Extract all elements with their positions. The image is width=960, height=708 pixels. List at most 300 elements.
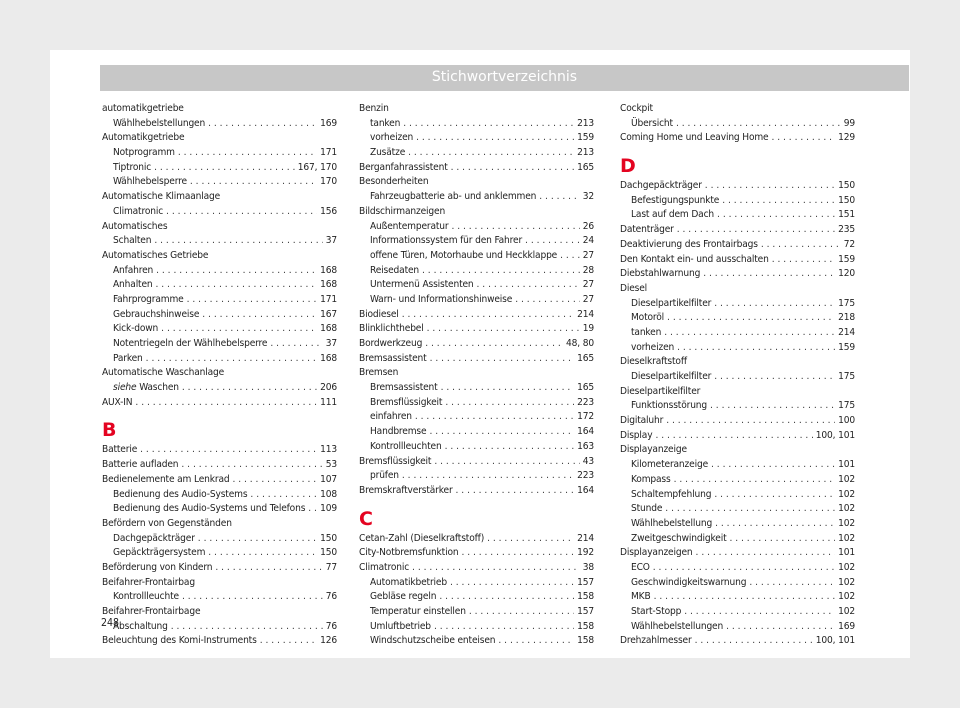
index-term-text: Dieselpartikelfilter bbox=[620, 385, 701, 397]
page-reference: 167 bbox=[320, 308, 337, 320]
index-subentry bbox=[620, 297, 855, 312]
index-term bbox=[359, 546, 458, 561]
leader-dots bbox=[710, 399, 835, 414]
index-entry bbox=[620, 253, 855, 268]
index-term-text: Wählhebelstellungen bbox=[631, 620, 724, 632]
index-term-text: tanken bbox=[631, 326, 662, 338]
leader-dots bbox=[711, 458, 835, 473]
index-entry bbox=[359, 352, 594, 367]
index-term bbox=[370, 293, 512, 308]
index-term bbox=[631, 590, 651, 605]
index-term bbox=[631, 473, 671, 488]
page-reference: 107 bbox=[320, 473, 337, 485]
index-term bbox=[370, 440, 442, 455]
index-subentry bbox=[359, 234, 594, 249]
index-term-text: vorheizen bbox=[370, 132, 414, 144]
leader-dots bbox=[154, 161, 295, 176]
page-reference: 76 bbox=[325, 591, 337, 603]
page-reference: 37 bbox=[325, 338, 337, 349]
index-term-text: Kompass bbox=[631, 473, 671, 485]
index-term-text: Informationssystem für den Fahrer bbox=[370, 235, 523, 247]
index-term-text: Dieselpartikelfilter bbox=[631, 297, 712, 309]
page-reference: 43 bbox=[582, 455, 594, 467]
page-reference: 27 bbox=[582, 249, 594, 261]
page-reference: 102 bbox=[838, 473, 855, 485]
page-reference: 120 bbox=[838, 268, 855, 280]
index-entry bbox=[620, 223, 855, 238]
index-term bbox=[102, 561, 212, 576]
leader-dots bbox=[696, 546, 836, 561]
index-heading bbox=[359, 205, 594, 220]
index-term-text: Wählhebelstellung bbox=[631, 517, 713, 529]
index-subentry bbox=[102, 322, 337, 337]
page-reference: 102 bbox=[838, 503, 855, 515]
index-term-text: Reisedaten bbox=[370, 264, 420, 276]
leader-dots bbox=[695, 634, 813, 649]
index-term-text: Bedienelemente am Lenkrad bbox=[102, 473, 230, 485]
leader-dots bbox=[208, 546, 317, 561]
leader-dots bbox=[140, 443, 317, 458]
page-reference: 168 bbox=[320, 264, 337, 276]
index-term-text: Automatische Klimaanlage bbox=[102, 191, 221, 203]
index-term bbox=[620, 102, 653, 117]
index-term bbox=[113, 502, 305, 517]
index-term bbox=[370, 117, 400, 132]
leader-dots bbox=[666, 414, 835, 429]
index-term bbox=[113, 146, 175, 161]
index-subentry bbox=[620, 502, 855, 517]
leader-dots bbox=[539, 190, 579, 205]
leader-dots bbox=[270, 337, 322, 352]
index-term bbox=[620, 282, 647, 297]
index-term-text: Bremsflüssigkeit bbox=[359, 455, 432, 467]
index-term-text: Schalten bbox=[113, 235, 152, 247]
page-reference: 158 bbox=[577, 591, 594, 603]
index-entry bbox=[359, 532, 594, 547]
leader-dots bbox=[190, 175, 317, 190]
index-term-text: Außentemperatur bbox=[370, 220, 449, 232]
index-subentry bbox=[620, 517, 855, 532]
page-reference: 235 bbox=[838, 224, 855, 236]
index-column-2 bbox=[359, 102, 594, 649]
index-page bbox=[50, 50, 910, 658]
page-reference: 100, 101 bbox=[815, 429, 855, 441]
page-reference: 101 bbox=[838, 547, 855, 559]
index-term bbox=[102, 190, 220, 205]
page-reference: 214 bbox=[577, 308, 594, 320]
index-term-text: ECO bbox=[631, 561, 650, 573]
page-reference: 192 bbox=[577, 547, 594, 559]
page-reference: 53 bbox=[325, 459, 337, 471]
leader-dots bbox=[749, 576, 835, 591]
index-term bbox=[113, 532, 195, 547]
leader-dots bbox=[677, 341, 835, 356]
index-term bbox=[620, 179, 702, 194]
index-term-text: Temperatur einstellen bbox=[370, 606, 466, 617]
index-heading bbox=[102, 249, 337, 264]
index-term-text: Dieselpartikelfilter bbox=[631, 371, 712, 382]
leader-dots bbox=[403, 117, 574, 132]
index-subentry bbox=[102, 546, 337, 561]
page-reference: 102 bbox=[838, 561, 855, 573]
index-term bbox=[102, 634, 257, 649]
index-term-text: Tiptronic bbox=[113, 161, 152, 173]
page-reference: 32 bbox=[582, 191, 594, 203]
index-term bbox=[359, 366, 398, 381]
index-term-text: Untermenü Assistenten bbox=[370, 279, 474, 291]
index-term-text: Beifahrer-Frontairbag bbox=[102, 576, 195, 588]
leader-dots bbox=[487, 532, 574, 547]
index-subentry bbox=[359, 264, 594, 279]
section-letter: C bbox=[359, 507, 373, 530]
index-heading bbox=[102, 220, 337, 235]
index-subentry bbox=[620, 605, 855, 620]
page-reference: 169 bbox=[838, 620, 855, 632]
index-term-text: Diesel bbox=[620, 282, 648, 294]
leader-dots bbox=[665, 502, 835, 517]
page-reference: 151 bbox=[838, 209, 855, 221]
index-term bbox=[113, 278, 153, 293]
index-term-text: Benzin bbox=[359, 103, 389, 114]
page-reference: 171 bbox=[320, 293, 337, 305]
index-subentry bbox=[102, 146, 337, 161]
index-subentry bbox=[102, 381, 337, 396]
leader-dots bbox=[439, 590, 574, 605]
index-term bbox=[370, 278, 474, 293]
index-subentry bbox=[102, 488, 337, 503]
index-term bbox=[102, 249, 208, 264]
index-term-text: Digitaluhr bbox=[620, 415, 664, 427]
index-term bbox=[631, 502, 662, 517]
leader-dots bbox=[402, 469, 574, 484]
index-subentry bbox=[359, 293, 594, 308]
index-term bbox=[631, 399, 707, 414]
index-term-text: offene Türen, Motorhaube und Heckklappe bbox=[370, 249, 558, 261]
index-heading bbox=[620, 443, 855, 458]
index-entry bbox=[620, 267, 855, 282]
page-reference: 38 bbox=[582, 561, 594, 573]
index-subentry bbox=[620, 532, 855, 547]
page-reference: 158 bbox=[577, 620, 594, 632]
index-term bbox=[359, 484, 453, 499]
index-term bbox=[370, 605, 466, 620]
page-reference: 24 bbox=[582, 235, 594, 247]
index-entry bbox=[359, 455, 594, 470]
leader-dots bbox=[655, 429, 812, 444]
leader-dots bbox=[445, 396, 574, 411]
leader-dots bbox=[402, 308, 574, 323]
index-term-text: Windschutzscheibe enteisen bbox=[370, 635, 496, 647]
index-term-text: Besonderheiten bbox=[359, 176, 429, 188]
leader-dots bbox=[416, 131, 574, 146]
page-reference: 214 bbox=[577, 532, 594, 544]
page-reference: 167, 170 bbox=[297, 161, 337, 173]
index-entry bbox=[359, 546, 594, 561]
leader-dots bbox=[772, 131, 836, 146]
index-subentry bbox=[620, 194, 855, 209]
leader-dots bbox=[408, 146, 574, 161]
index-subentry bbox=[620, 370, 855, 385]
index-subentry bbox=[620, 473, 855, 488]
index-term-text: Handbremse bbox=[370, 426, 427, 438]
index-term bbox=[631, 532, 727, 547]
page-reference: 164 bbox=[577, 484, 594, 496]
index-term-text: Wählhebelsperre bbox=[113, 176, 187, 188]
index-term bbox=[620, 385, 700, 400]
index-entry bbox=[620, 238, 855, 253]
index-entry bbox=[620, 634, 855, 649]
page-reference: 109 bbox=[320, 503, 337, 515]
page-reference: 168 bbox=[320, 279, 337, 291]
index-heading bbox=[102, 131, 337, 146]
page-reference: 164 bbox=[577, 426, 594, 438]
index-term bbox=[631, 370, 711, 385]
index-subentry bbox=[102, 293, 337, 308]
leader-dots bbox=[677, 223, 835, 238]
leader-dots bbox=[451, 220, 579, 235]
page-reference: 213 bbox=[577, 117, 594, 129]
leader-dots bbox=[208, 117, 317, 132]
index-heading bbox=[620, 385, 855, 400]
index-term-text: Bedienung des Audio-Systems bbox=[113, 488, 248, 500]
index-term bbox=[113, 117, 205, 132]
index-term bbox=[370, 469, 399, 484]
index-term-text: Biodiesel bbox=[359, 308, 399, 320]
index-term-text: Blinklichthebel bbox=[359, 323, 424, 335]
index-term bbox=[359, 175, 428, 190]
index-subentry bbox=[359, 278, 594, 293]
index-heading bbox=[620, 102, 855, 117]
page-reference: 102 bbox=[838, 576, 855, 588]
index-term-text: Bedienung des Audio-Systems und Telefons bbox=[113, 503, 306, 515]
leader-dots bbox=[215, 561, 322, 576]
leader-dots bbox=[434, 455, 579, 470]
index-entry bbox=[620, 429, 855, 444]
index-term-text: Geschwindigkeitswarnung bbox=[631, 576, 747, 588]
index-term-text: Deaktivierung des Frontairbags bbox=[620, 238, 758, 250]
index-entry bbox=[102, 473, 337, 488]
leader-dots bbox=[761, 238, 841, 253]
leader-dots bbox=[715, 517, 835, 532]
index-heading bbox=[102, 576, 337, 591]
index-term bbox=[113, 264, 153, 279]
page-reference: 19 bbox=[582, 323, 594, 335]
index-term-text: Bremsassistent bbox=[370, 382, 438, 394]
index-heading bbox=[359, 175, 594, 190]
index-term bbox=[631, 488, 711, 503]
leader-dots bbox=[202, 308, 317, 323]
index-term-text: vorheizen bbox=[631, 341, 675, 353]
leader-dots bbox=[654, 590, 836, 605]
index-term bbox=[370, 234, 522, 249]
index-term-text: City-Notbremsfunktion bbox=[359, 547, 459, 559]
page-reference: 113 bbox=[320, 444, 337, 456]
index-term bbox=[631, 311, 664, 326]
index-subentry bbox=[102, 308, 337, 323]
leader-dots bbox=[703, 267, 835, 282]
index-term-text: Gebrauchshinweise bbox=[113, 308, 200, 320]
page-reference: 28 bbox=[582, 264, 594, 276]
page-reference: 100 bbox=[838, 415, 855, 427]
index-subentry bbox=[359, 425, 594, 440]
page-reference: 214 bbox=[838, 326, 855, 338]
index-term bbox=[113, 205, 163, 220]
index-entry bbox=[620, 179, 855, 194]
index-term-text: Anfahren bbox=[113, 264, 154, 276]
index-subentry bbox=[102, 278, 337, 293]
page-reference: 111 bbox=[320, 396, 337, 408]
index-term bbox=[370, 146, 405, 161]
index-term bbox=[102, 396, 132, 411]
index-term-text: Automatisches bbox=[102, 220, 168, 232]
index-term-text: Cockpit bbox=[620, 103, 653, 114]
page-reference: 159 bbox=[838, 253, 855, 265]
index-subentry bbox=[620, 561, 855, 576]
page-reference: 102 bbox=[838, 517, 855, 529]
page-reference: 48, 80 bbox=[566, 338, 594, 349]
leader-dots bbox=[469, 605, 574, 620]
index-term bbox=[370, 381, 438, 396]
index-subentry bbox=[359, 620, 594, 635]
index-subentry bbox=[102, 234, 337, 249]
index-subentry bbox=[620, 488, 855, 503]
index-subentry bbox=[620, 399, 855, 414]
index-term-text: Zusätze bbox=[370, 147, 406, 159]
index-term bbox=[113, 175, 187, 190]
page-title: Stichwortverzeichnis bbox=[100, 65, 909, 91]
index-subentry bbox=[102, 532, 337, 547]
index-heading bbox=[102, 366, 337, 381]
index-term bbox=[359, 322, 424, 337]
index-term-text: Bremsen bbox=[359, 367, 399, 379]
index-subentry bbox=[359, 396, 594, 411]
leader-dots bbox=[684, 605, 835, 620]
page-reference: 100, 101 bbox=[815, 635, 855, 647]
index-term-text: Befördern von Gegenständen bbox=[102, 517, 232, 529]
index-subentry bbox=[102, 175, 337, 190]
leader-dots bbox=[154, 234, 322, 249]
index-term bbox=[102, 102, 184, 117]
index-entry bbox=[102, 561, 337, 576]
index-term bbox=[370, 220, 448, 235]
index-subentry bbox=[359, 440, 594, 455]
index-term bbox=[359, 102, 389, 117]
page-reference: 102 bbox=[838, 606, 855, 617]
page-reference: 159 bbox=[577, 132, 594, 144]
index-heading bbox=[620, 282, 855, 297]
leader-dots bbox=[525, 234, 580, 249]
index-entry bbox=[102, 634, 337, 649]
page-reference: 163 bbox=[577, 440, 594, 452]
index-term-text: Automatikbetrieb bbox=[370, 576, 447, 588]
index-heading bbox=[620, 355, 855, 370]
index-term bbox=[370, 425, 426, 440]
index-term-text: Bremsassistent bbox=[359, 352, 427, 364]
index-term-text: Beförderung von Kindern bbox=[102, 561, 213, 573]
index-term bbox=[620, 355, 687, 370]
index-term bbox=[102, 131, 184, 146]
index-term bbox=[102, 458, 178, 473]
page-reference: 26 bbox=[582, 220, 594, 232]
index-term-text: prüfen bbox=[370, 470, 399, 482]
index-subentry bbox=[102, 352, 337, 367]
index-term-text: Abschaltung bbox=[113, 620, 168, 632]
index-column-3 bbox=[620, 102, 855, 649]
index-term bbox=[113, 590, 179, 605]
index-entry bbox=[102, 396, 337, 411]
index-subentry bbox=[620, 208, 855, 223]
page-reference: 223 bbox=[577, 470, 594, 482]
leader-dots bbox=[198, 532, 317, 547]
index-term-text: Den Kontakt ein- und ausschalten bbox=[620, 253, 769, 265]
page-reference: 150 bbox=[838, 180, 855, 192]
index-subentry bbox=[620, 576, 855, 591]
page-reference: 99 bbox=[843, 117, 855, 129]
index-term-text: Dieselkraftstoff bbox=[620, 356, 687, 368]
index-subentry bbox=[102, 502, 337, 517]
index-term bbox=[620, 429, 652, 444]
leader-dots bbox=[429, 425, 574, 440]
index-term bbox=[620, 253, 769, 268]
index-term bbox=[359, 161, 448, 176]
index-term bbox=[113, 381, 179, 396]
leader-dots bbox=[430, 352, 575, 367]
leader-dots bbox=[667, 311, 835, 326]
index-term-text: Batterie bbox=[102, 444, 138, 456]
page-reference: 171 bbox=[320, 147, 337, 159]
page-reference: 101 bbox=[838, 459, 855, 471]
page-reference: 156 bbox=[320, 205, 337, 217]
index-term-text: Befestigungspunkte bbox=[631, 194, 720, 206]
leader-dots bbox=[187, 293, 318, 308]
index-term bbox=[113, 546, 205, 561]
index-term-text: Coming Home und Leaving Home bbox=[620, 132, 769, 144]
index-term-text: Kilometeranzeige bbox=[631, 459, 709, 471]
page-reference: 159 bbox=[838, 341, 855, 353]
index-term bbox=[631, 208, 714, 223]
index-term-text: Drehzahlmesser bbox=[620, 635, 692, 647]
page-reference: 126 bbox=[320, 635, 337, 647]
index-term-text: Beleuchtung des Komi-Instruments bbox=[102, 635, 257, 647]
index-term-text: Automatische Waschanlage bbox=[102, 367, 225, 379]
leader-dots bbox=[181, 458, 322, 473]
index-subentry bbox=[620, 311, 855, 326]
index-term bbox=[631, 458, 708, 473]
index-subentry bbox=[359, 469, 594, 484]
index-term-text: Bordwerkzeug bbox=[359, 338, 423, 349]
leader-dots bbox=[477, 278, 580, 293]
index-term-text: Start-Stopp bbox=[631, 606, 682, 617]
index-term-text: Umluftbetrieb bbox=[370, 620, 431, 632]
index-term bbox=[620, 546, 693, 561]
index-subentry bbox=[102, 264, 337, 279]
index-term bbox=[113, 293, 184, 308]
leader-dots bbox=[178, 146, 317, 161]
index-subentry bbox=[359, 634, 594, 649]
index-term-text: Fahrzeugbatterie ab- und anklemmen bbox=[370, 191, 537, 203]
index-term-text: Bildschirmanzeigen bbox=[359, 205, 446, 217]
index-term-text: Berganfahrassistent bbox=[359, 161, 448, 173]
index-term bbox=[370, 576, 447, 591]
index-term-text: Gepäckträgersystem bbox=[113, 547, 206, 559]
index-entry bbox=[359, 322, 594, 337]
index-subentry bbox=[359, 381, 594, 396]
index-term bbox=[359, 205, 445, 220]
index-term-text: Waschen bbox=[139, 382, 179, 394]
page-reference: 129 bbox=[838, 132, 855, 144]
index-term bbox=[370, 634, 495, 649]
index-term-text: Schaltempfehlung bbox=[631, 488, 712, 500]
